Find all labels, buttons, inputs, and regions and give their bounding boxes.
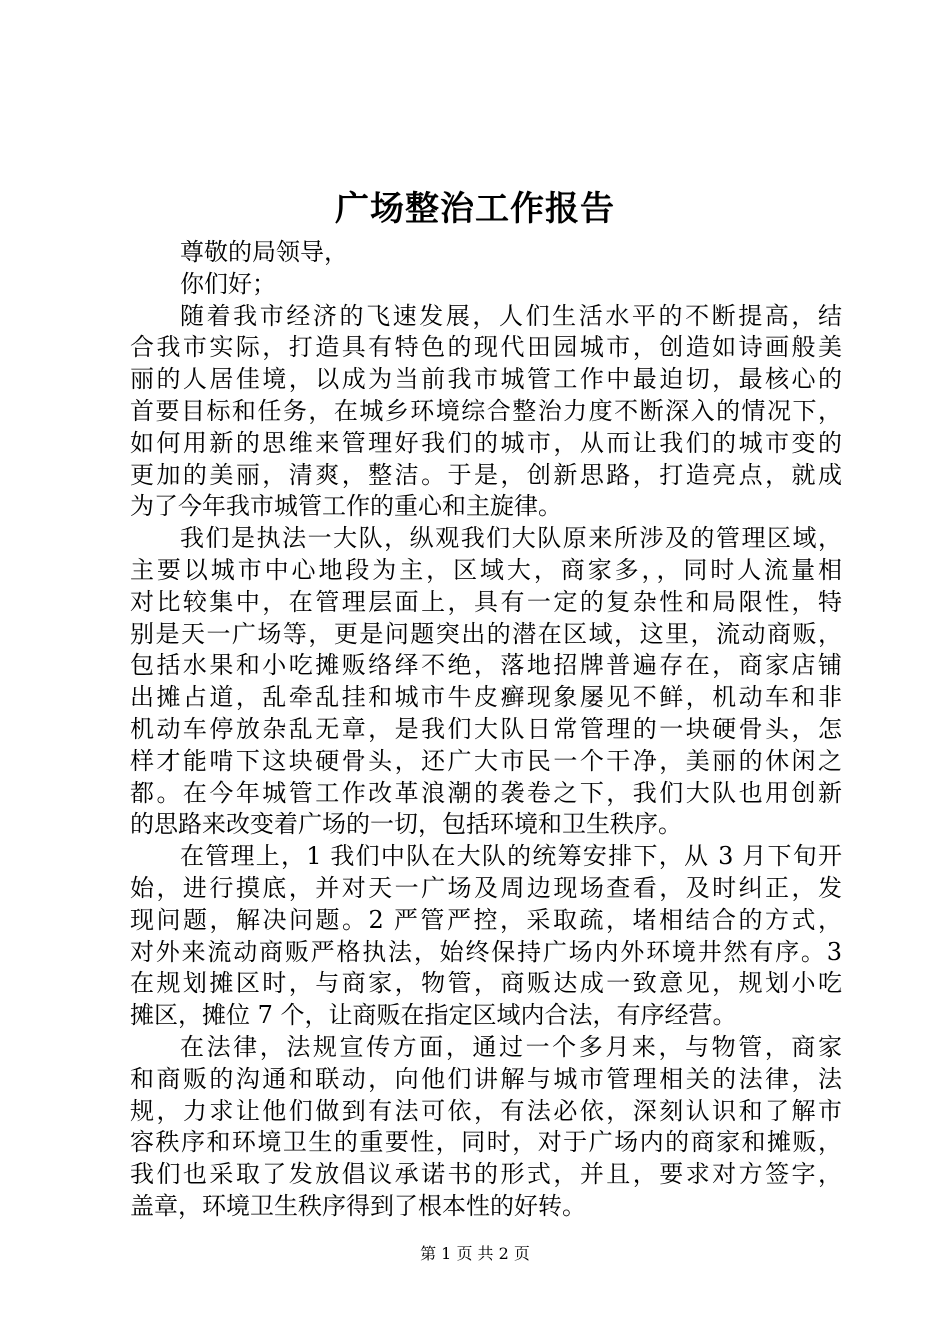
body-text-line: 对外来流动商贩严格执法，始终保持广场内外环境井然有序。3 [130,937,842,966]
body-text-line: 别是天一广场等，更是问题突出的潜在区域，这里，流动商贩， [130,619,842,648]
body-text-line: 我们也采取了发放倡议承诺书的形式，并且，要求对方签字， [130,1160,842,1189]
body-text-line: 我们是执法一大队，纵观我们大队原来所涉及的管理区域， [180,524,842,553]
body-text-line: 样才能啃下这块硬骨头，还广大市民一个干净，美丽的休闲之 [130,746,842,775]
body-text-line: 在规划摊区时，与商家，物管，商贩达成一致意见，规划小吃 [130,969,842,998]
body-text-line: 在法律，法规宣传方面，通过一个多月来，与物管，商家 [180,1032,842,1061]
body-text-line: 容秩序和环境卫生的重要性，同时，对于广场内的商家和摊贩， [130,1128,842,1157]
body-text-line: 现问题，解决问题。2 严管严控，采取疏，堵相结合的方式， [130,905,842,934]
body-text-line: 都。在今年城管工作改革浪潮的袭卷之下，我们大队也用创新 [130,778,842,807]
body-text-line: 盖章，环境卫生秩序得到了根本性的好转。 [130,1191,586,1220]
body-text-line: 如何用新的思维来管理好我们的城市，从而让我们的城市变的 [130,428,842,457]
body-text-line: 尊敬的局领导， [180,238,348,266]
body-text-line: 和商贩的沟通和联动，向他们讲解与城市管理相关的法律，法 [130,1064,842,1093]
body-text-line: 规，力求让他们做到有法可依，有法必依，深刻认识和了解市 [130,1096,842,1125]
page-footer: 第 1 页 共 2 页 [420,1244,530,1263]
body-text-line: 更加的美丽，清爽，整洁。于是，创新思路，打造亮点，就成 [130,460,842,489]
body-text-line: 丽的人居佳境，以成为当前我市城管工作中最迫切，最核心的 [130,365,842,394]
body-text-line: 为了今年我市城管工作的重心和主旋律。 [130,492,562,521]
body-text-line: 首要目标和任务，在城乡环境综合整治力度不断深入的情况下， [130,396,842,425]
document-body [130,237,842,1223]
body-text-line: 的思路来改变着广场的一切，包括环境和卫生秩序。 [130,810,682,839]
document-title: 广场整治工作报告 [335,189,615,229]
body-text-line: 摊区，摊位 7 个，让商贩在指定区域内合法，有序经营。 [130,1001,737,1030]
body-text-line: 对比较集中，在管理层面上，具有一定的复杂性和局限性，特 [130,587,842,616]
body-text-line: 你们好； [180,269,276,298]
body-text-line: 机动车停放杂乱无章，是我们大队日常管理的一块硬骨头，怎 [130,714,842,743]
body-text-line: 始，进行摸底，并对天一广场及周边现场查看，及时纠正，发 [130,873,842,902]
body-text-line: 合我市实际，打造具有特色的现代田园城市，创造如诗画般美 [130,333,842,362]
body-text-line: 包括水果和小吃摊贩络绎不绝，落地招牌普遍存在，商家店铺 [130,651,842,680]
body-text-line: 在管理上，1 我们中队在大队的统筹安排下，从 3 月下旬开 [180,842,842,871]
body-text-line: 主要以城市中心地段为主，区域大，商家多，，同时人流量相 [130,555,842,584]
body-text-line: 随着我市经济的飞速发展，人们生活水平的不断提高，结 [180,301,842,330]
body-text-line: 出摊占道，乱牵乱挂和城市牛皮癣现象屡见不鲜，机动车和非 [130,683,842,712]
